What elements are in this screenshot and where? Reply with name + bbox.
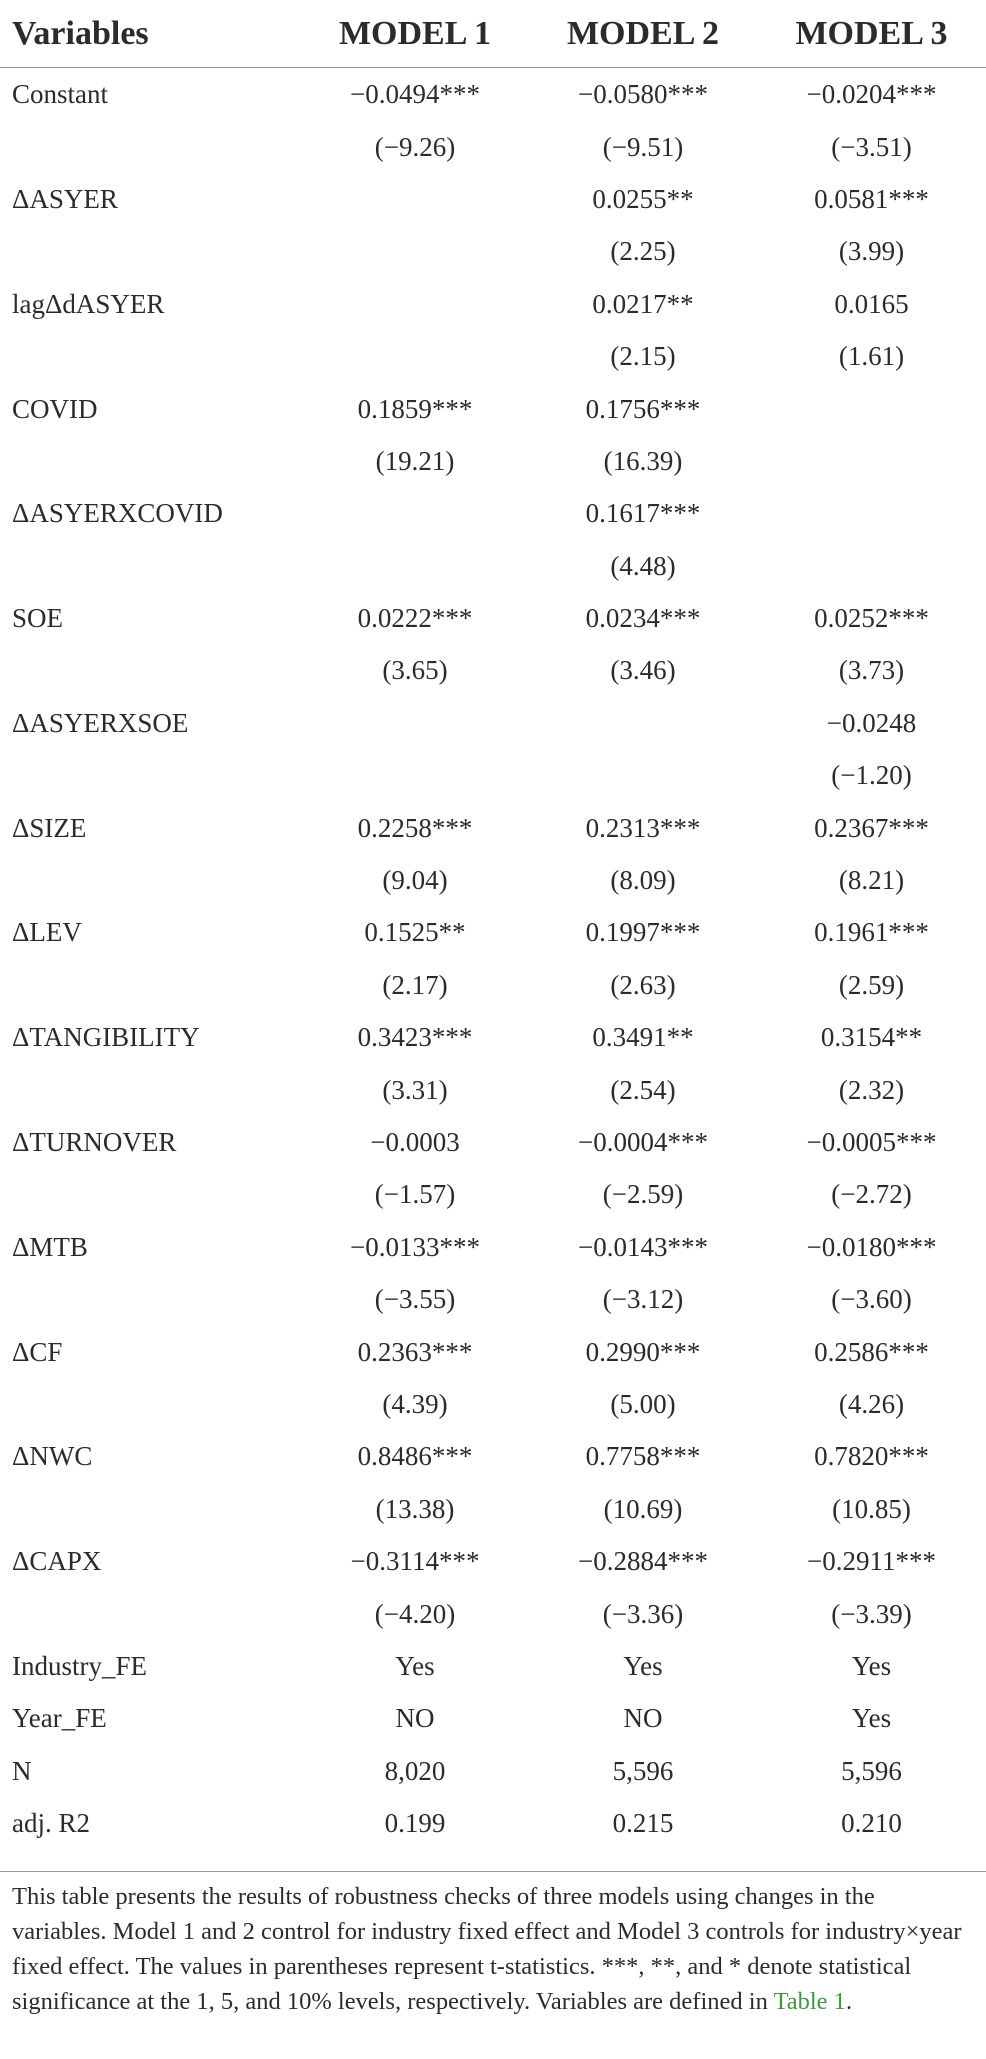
table-row: [0, 487, 986, 539]
model-1-cell: (13.38): [375, 1493, 455, 1524]
model-3-cell: 0.2367***: [814, 812, 929, 843]
row-label: [0, 330, 301, 382]
row-label: [0, 1587, 301, 1639]
model-3-cell: (−1.20): [831, 760, 912, 791]
model-2-cell: −0.2884***: [578, 1546, 708, 1577]
row-label: [0, 225, 301, 277]
table-1-link[interactable]: Table 1: [773, 1988, 846, 2015]
model-1-cell: Yes: [395, 1650, 435, 1681]
model-1-cell: 0.0222***: [357, 603, 473, 634]
model-1-cell: 8,020: [384, 1755, 446, 1786]
model-3-cell: (3.73): [838, 655, 905, 686]
table-row: [0, 540, 986, 592]
model-2-cell: (2.63): [610, 969, 676, 1000]
footnote-text: This table presents the results of robustness checks of three models using changes in the variables. Model 1 and 2 control for industry fixed effect and Model 3 controls for industry×year fixed effect. The values in parentheses represent t-statistics. ***, **, and * denote statistical significance at the 1, 5, and 10% levels, respectively. Variables are defined in: [12, 1883, 962, 2015]
table-row: [0, 1535, 986, 1587]
table-footnote: [12, 1879, 972, 2019]
table-row: [0, 330, 986, 382]
footnote-end: .: [845, 1988, 853, 2015]
row-label: [0, 120, 301, 172]
model-1-cell: [301, 540, 529, 592]
header-model-2: MODEL 2: [529, 0, 757, 68]
model-1-cell: (19.21): [375, 445, 455, 476]
row-label: [0, 540, 301, 592]
table-row: [0, 644, 986, 696]
model-1-cell: (3.65): [382, 655, 448, 686]
table-row: [0, 1011, 986, 1063]
model-1-cell: 0.2363***: [357, 1336, 473, 1367]
model-1-cell: (3.31): [382, 1074, 448, 1105]
model-1-cell: NO: [395, 1703, 435, 1734]
model-2-cell: [529, 697, 757, 749]
model-1-cell: (−4.20): [374, 1598, 456, 1629]
row-label: [0, 1273, 301, 1325]
model-1-cell: (2.17): [382, 969, 448, 1000]
model-3-cell: [757, 382, 986, 434]
row-label: ΔTANGIBILITY: [12, 1022, 200, 1053]
model-2-cell: 0.1617***: [585, 498, 701, 529]
row-label: [0, 749, 301, 801]
model-3-cell: −0.2911***: [807, 1546, 936, 1577]
model-2-cell: NO: [623, 1703, 663, 1734]
model-3-cell: (3.99): [838, 236, 905, 267]
table-row: [0, 1430, 986, 1482]
row-label: ΔMTB: [12, 1231, 88, 1262]
table-row: [0, 1116, 986, 1168]
model-1-cell: 0.1859***: [357, 393, 473, 424]
model-1-cell: (−9.26): [374, 131, 456, 162]
model-2-cell: (−9.51): [602, 131, 684, 162]
table-row: [0, 1273, 986, 1325]
header-model-1: MODEL 1: [301, 0, 529, 68]
table-row: [0, 173, 986, 225]
model-3-cell: (8.21): [838, 865, 905, 896]
model-2-cell: (8.09): [610, 865, 676, 896]
model-3-cell: (2.32): [838, 1074, 905, 1105]
row-label: ΔASYERXCOVID: [12, 498, 223, 529]
table-row: [0, 1063, 986, 1115]
row-label: COVID: [12, 393, 98, 424]
model-3-cell: (4.26): [838, 1388, 905, 1419]
row-label: Year_FE: [12, 1703, 107, 1734]
model-1-cell: (4.39): [382, 1388, 448, 1419]
model-3-cell: 0.0165: [834, 288, 909, 319]
model-3-cell: [757, 487, 986, 539]
model-2-cell: 0.0255**: [592, 183, 694, 214]
row-label: [0, 1063, 301, 1115]
table-body: [0, 68, 986, 1850]
table-row: [0, 120, 986, 172]
header-variables: Variables: [0, 0, 301, 68]
model-1-cell: (9.04): [382, 865, 448, 896]
model-1-cell: 0.2258***: [357, 812, 473, 843]
model-1-cell: 0.199: [384, 1808, 446, 1839]
model-3-cell: −0.0204***: [806, 79, 937, 110]
header-model-3: MODEL 3: [757, 0, 986, 68]
model-3-cell: −0.0005***: [806, 1127, 937, 1157]
table-row: [0, 854, 986, 906]
model-2-cell: (2.54): [610, 1074, 676, 1105]
model-1-cell: 0.1525**: [364, 917, 466, 948]
model-2-cell: 0.7758***: [585, 1441, 701, 1472]
row-label: ΔTURNOVER: [12, 1127, 177, 1157]
model-1-cell: −0.0003: [370, 1127, 460, 1157]
model-1-cell: −0.3114***: [350, 1546, 480, 1577]
model-2-cell: 0.3491**: [592, 1022, 694, 1053]
model-2-cell: 0.2990***: [585, 1336, 701, 1367]
table-row: [0, 1325, 986, 1377]
model-2-cell: (−2.59): [602, 1179, 684, 1210]
model-1-cell: [301, 225, 529, 277]
model-2-cell: (2.25): [610, 236, 676, 267]
model-3-cell: [757, 435, 986, 487]
model-3-cell: 0.7820***: [814, 1441, 929, 1472]
header-row: [0, 0, 986, 68]
row-label: ΔASYER: [12, 183, 118, 214]
row-label: ΔSIZE: [12, 812, 87, 843]
row-label: [0, 854, 301, 906]
model-1-cell: [301, 278, 529, 330]
model-1-cell: 0.3423***: [357, 1022, 473, 1053]
table-row: [0, 1797, 986, 1849]
model-1-cell: (−1.57): [374, 1179, 456, 1210]
model-1-cell: [301, 330, 529, 382]
model-2-cell: [529, 749, 757, 801]
model-1-cell: −0.0494***: [350, 79, 480, 110]
table-row: [0, 1221, 986, 1273]
model-1-cell: 0.8486***: [357, 1441, 473, 1472]
table-row: [0, 1378, 986, 1430]
table-row: [0, 1640, 986, 1692]
table-bottom-rule: [0, 1871, 986, 1872]
model-3-cell: (−2.72): [831, 1179, 912, 1210]
model-3-cell: 0.2586***: [814, 1336, 929, 1367]
table-row: [0, 68, 986, 121]
model-3-cell: (1.61): [838, 341, 905, 372]
table-row: [0, 1745, 986, 1797]
table-row: [0, 1483, 986, 1535]
table-row: [0, 959, 986, 1011]
model-3-cell: Yes: [851, 1703, 892, 1734]
row-label: [0, 959, 301, 1011]
table-row: [0, 592, 986, 644]
model-2-cell: (2.15): [610, 341, 676, 372]
table-row: [0, 697, 986, 749]
model-3-cell: (−3.51): [831, 131, 912, 162]
model-2-cell: Yes: [623, 1650, 663, 1681]
model-2-cell: (5.00): [610, 1388, 676, 1419]
model-2-cell: (3.46): [610, 655, 676, 686]
row-label: SOE: [12, 603, 64, 634]
table-row: [0, 278, 986, 330]
model-2-cell: 0.1997***: [585, 917, 701, 948]
model-2-cell: (−3.12): [602, 1284, 684, 1315]
table-row: [0, 382, 986, 434]
model-2-cell: 0.215: [612, 1808, 674, 1839]
model-3-cell: −0.0248: [826, 707, 917, 738]
model-1-cell: (−3.55): [374, 1284, 456, 1315]
model-2-cell: (−3.36): [602, 1598, 684, 1629]
model-2-cell: (4.48): [610, 550, 676, 581]
row-label: ΔASYERXSOE: [12, 707, 189, 738]
row-label: N: [12, 1755, 32, 1786]
table-row: [0, 1587, 986, 1639]
model-3-cell: −0.0180***: [806, 1231, 937, 1262]
model-3-cell: (−3.39): [831, 1598, 912, 1629]
table-row: [0, 801, 986, 853]
model-3-cell: 5,596: [841, 1755, 902, 1786]
model-2-cell: 0.0234***: [585, 603, 701, 634]
model-2-cell: (16.39): [603, 445, 683, 476]
row-label: ΔNWC: [12, 1441, 93, 1472]
row-label: ΔCAPX: [12, 1546, 102, 1577]
table-row: [0, 435, 986, 487]
row-label: [0, 1378, 301, 1430]
row-label: lagΔdASYER: [12, 288, 165, 319]
model-2-cell: −0.0004***: [578, 1127, 708, 1157]
model-2-cell: 0.0217**: [592, 288, 694, 319]
model-1-cell: [301, 749, 529, 801]
row-label: ΔLEV: [12, 917, 82, 948]
model-3-cell: 0.210: [841, 1808, 902, 1839]
row-label: [0, 644, 301, 696]
row-label: [0, 1483, 301, 1535]
row-label: Constant: [12, 79, 109, 110]
table-row: [0, 1168, 986, 1220]
table-row: [0, 749, 986, 801]
model-2-cell: −0.0580***: [578, 79, 708, 110]
model-3-cell: 0.0581***: [814, 183, 929, 214]
model-3-cell: (10.85): [832, 1493, 911, 1524]
model-1-cell: [301, 697, 529, 749]
model-3-cell: Yes: [851, 1650, 892, 1681]
model-3-cell: 0.3154**: [820, 1022, 923, 1053]
model-3-cell: [757, 540, 986, 592]
model-1-cell: [301, 173, 529, 225]
row-label: [0, 435, 301, 487]
model-2-cell: 0.2313***: [585, 812, 701, 843]
row-label: Industry_FE: [12, 1650, 147, 1681]
model-1-cell: −0.0133***: [350, 1231, 480, 1262]
table-row: [0, 1692, 986, 1744]
row-label: [0, 1168, 301, 1220]
model-3-cell: (−3.60): [831, 1284, 912, 1315]
table-row: [0, 906, 986, 958]
model-3-cell: 0.1961***: [814, 917, 929, 948]
row-label: ΔCF: [12, 1336, 63, 1367]
model-2-cell: −0.0143***: [578, 1231, 708, 1262]
model-2-cell: 0.1756***: [585, 393, 701, 424]
model-3-cell: (2.59): [838, 969, 905, 1000]
row-label: adj. R2: [12, 1808, 90, 1839]
model-2-cell: (10.69): [603, 1493, 683, 1524]
model-2-cell: 5,596: [612, 1755, 674, 1786]
model-3-cell: 0.0252***: [814, 603, 929, 634]
model-1-cell: [301, 487, 529, 539]
table-row: [0, 225, 986, 277]
